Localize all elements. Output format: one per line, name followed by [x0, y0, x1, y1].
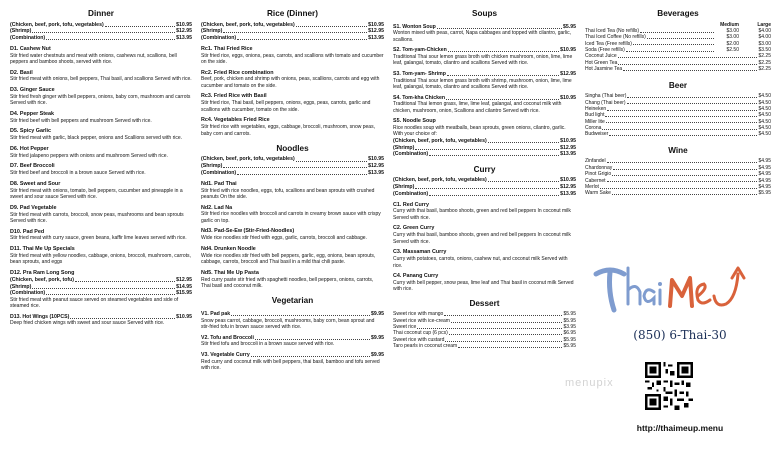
price-amount: $10.95	[176, 21, 192, 28]
price-label: (Chicken, beef, pork, tofu, vegetables)	[10, 21, 104, 28]
price-amount: $10.95	[368, 156, 384, 163]
dish-name: Rc2. Fried Rice combination	[201, 69, 274, 76]
price-amount: $9.95	[371, 334, 384, 341]
dish-nd2	[201, 205, 384, 225]
dish-c4	[393, 273, 576, 293]
dish-name: Nd1. Pad Thai	[201, 180, 237, 187]
dish-name: Nd4. Drunken Noodle	[201, 245, 256, 252]
dish-name: C3. Massaman Curry	[393, 249, 447, 256]
item-label: Chang (Thai beer)	[585, 99, 626, 106]
dish-d13	[10, 314, 192, 327]
dish-desc: Stir fried rice noodles with broccoli and carrots in creamy brown sauce with crispy garlic on top.	[201, 211, 381, 224]
dish-desc: Wonton mixed with peas, carrot, Napa cabbages and topped with cilantro, garlic, scallions.	[393, 30, 572, 43]
item-price: $3.95	[563, 324, 576, 331]
dish-desc: Stir fried water chestnuts and meat with onions, cashews nut, scallions, bell peppers and bamboo shoots, served with rice.	[10, 52, 177, 65]
price-amount: $12.95	[560, 70, 576, 77]
price-amount: $12.95	[560, 144, 576, 151]
price-amount: $13.95	[560, 151, 576, 158]
dish-d3	[10, 87, 192, 107]
dish-rc1	[201, 46, 384, 66]
dish-d10	[10, 229, 192, 242]
price-amount: $13.95	[368, 34, 384, 41]
price-line	[393, 151, 576, 158]
dish-name: S2. Tom-yam-Chicken	[393, 47, 447, 54]
dish-name: D5. Spicy Garlic	[10, 128, 52, 135]
dish-name: D6. Hot Pepper	[10, 145, 49, 152]
item-label: Taro pearls in coconut cream	[393, 343, 458, 350]
price-amount: $13.95	[176, 34, 192, 41]
rice-title: Rice (Dinner)	[267, 9, 318, 18]
price-amount: $15.95	[176, 290, 192, 297]
beverages-column	[585, 6, 771, 197]
dish-desc: Stir fried rice with vegetables, eggs, cabbage, broccoli, mushroom, snow peas, baby corn and carrots.	[201, 124, 375, 137]
item-label: Hot Green Tea	[585, 59, 618, 66]
item-price: $5.95	[563, 336, 576, 343]
price-amount: $10.95	[368, 21, 384, 28]
dish-desc: Stir fried meat with onions, tomato, bell peppers, cucumber and pineapple in a sweet and sour sauce Served with rice.	[10, 187, 183, 201]
dish-desc: Stir fried meat with onions, bell peppers, Thai basil, and scallions Served with rice.	[10, 76, 192, 83]
price-line	[201, 352, 384, 359]
item-price: $5.95	[563, 317, 576, 324]
price-amount: $9.95	[371, 351, 384, 358]
price-amount: $10.95	[560, 47, 576, 54]
price-label: (Combination)	[10, 290, 46, 297]
dish-desc: Deep fried chicken wings with sweet and sour sauce Served with rice.	[10, 320, 165, 327]
dish-name: C2. Green Curry	[393, 225, 435, 232]
item-price: $4.95	[758, 183, 771, 190]
item-price: $4.95	[758, 158, 771, 165]
dish-name: D13. Hot Wings (10PCS)	[10, 313, 70, 320]
medium-price: $2.00	[726, 40, 739, 47]
dish-name: Rc1. Thai Fried Rice	[201, 45, 253, 52]
dish-d1	[10, 46, 192, 66]
vegetarian-title: Vegetarian	[271, 296, 314, 306]
dish-desc: Wide rice noodles stir fried with bell peppers, garlic, egg, onions, bean sprouts, cabbage, carrots, broccoli and Thai basil in a mild thai chili paste.	[201, 252, 376, 266]
dish-nd3	[201, 228, 384, 241]
dish-s2	[393, 47, 576, 66]
price-line	[393, 24, 576, 31]
price-line	[393, 71, 576, 78]
item-label: Budweiser	[585, 131, 609, 138]
price-line	[201, 170, 384, 177]
dish-name: S5. Noodle Soup	[393, 118, 436, 125]
price-amount: $10.95	[560, 177, 576, 184]
dish-desc: Traditional Thai lemon grass, lime, lime leaf, galangal, and coconut milk with chicken, mushroom, onion, Scallions and cilantro Served with rice.	[393, 101, 562, 114]
item-price: $4.50	[758, 125, 771, 132]
soups-title: Soups	[471, 9, 498, 18]
dish-desc: Curry with thai basil, bamboo shoots, green and red bell peppers In coconut milk Served with rice.	[393, 232, 571, 245]
medium-price: $2.50	[726, 47, 739, 54]
dish-desc: Stir fried with rice noodles, eggs, tofu, scallions and bean sprouts with crushed peanuts On the side.	[201, 187, 375, 200]
item-label: Cabernet	[585, 177, 606, 184]
price-amount: $10.95	[560, 137, 576, 144]
dish-name: D3. Ginger Sauce	[10, 87, 55, 94]
price-label: (Combination)	[10, 34, 46, 41]
dish-desc: Stir fried meat with garlic, black pepper, onions and Scallions served with rice.	[10, 135, 183, 142]
item-label: Sweet rice	[393, 324, 417, 331]
dish-c2	[393, 225, 576, 245]
dish-name: Rc4. Vegetables Fried Rice	[201, 117, 270, 124]
medium-price: $3.00	[726, 27, 739, 34]
dish-desc: Stir fried beef with bell peppers and mushroom Served with rice.	[10, 117, 152, 124]
dish-desc: Stir fried rice, Thai basil, bell peppers, onions, eggs, peas, carrots, garlic and scallions with cucumber, tomato on the side.	[201, 100, 371, 113]
item-label: Zinfandel	[585, 158, 606, 165]
price-line	[10, 314, 192, 321]
dish-name: D2. Basil	[10, 69, 33, 76]
soups-curry-column	[393, 6, 576, 350]
item-label: Chardonnay	[585, 164, 613, 171]
price-line	[201, 163, 384, 170]
price-label: (Shrimp)	[10, 28, 32, 35]
dish-name: V2. Tofu and Broccoli	[201, 334, 254, 341]
item-label: Heineken	[585, 105, 607, 112]
drink-item	[585, 66, 771, 72]
dish-desc: Curry with thai basil, bamboo shoots, green and red bell peppers In coconut milk Served with rice.	[393, 208, 571, 221]
dish-name: D4. Pepper Steak	[10, 110, 55, 117]
dish-name: S3. Tom-yam- Shrimp	[393, 70, 446, 77]
item-price: $4.95	[758, 164, 771, 171]
item-label: Sweet rice with custard	[393, 336, 445, 343]
price-label: (Combination)	[393, 151, 429, 158]
dish-desc: Rice noodles soup with meatballs, bean sprouts, green onions, cilantro, garlic.	[393, 125, 566, 132]
dish-name: Rc3. Fried Rice with Basil	[201, 93, 267, 100]
price-line	[201, 22, 384, 29]
dish-desc: Stir fried rice, eggs, onions, peas, carrots, and scallions with tomato and cucumber on the side.	[201, 52, 384, 65]
dinner-column	[10, 6, 192, 327]
price-amount: $12.95	[176, 28, 192, 35]
wine-title: Wine	[668, 145, 688, 155]
price-label: (Chicken, beef, pork, tofu)	[10, 276, 74, 283]
item-price: $6.95	[563, 330, 576, 337]
dessert-item	[393, 343, 576, 349]
thai-me-up-logo	[590, 252, 750, 318]
item-price: $4.50	[758, 118, 771, 125]
dish-d12	[10, 270, 192, 310]
dish-name: C1. Red Curry	[393, 201, 429, 208]
price-line	[10, 35, 192, 42]
dish-name: D8. Sweet and Sour	[10, 180, 61, 187]
item-label: Miller lite	[585, 118, 605, 125]
price-line	[393, 145, 576, 152]
large-price: $4.00	[758, 27, 771, 34]
dish-d2	[10, 70, 192, 83]
large-price: $3.50	[758, 47, 771, 54]
price-amount: $10.95	[560, 94, 576, 101]
item-label: Sweet rice with ice-cream	[393, 317, 450, 324]
dish-name: Nd5. Thai Me Up Pasta	[201, 269, 259, 276]
item-price: $4.50	[758, 99, 771, 106]
price-amount: $14.95	[176, 283, 192, 290]
item-label: Corona	[585, 125, 602, 132]
noodles-title: Noodles	[276, 143, 309, 153]
dish-desc: Red curry and coconut milk with bell peppers, thai basil, bamboo and tofu served with rice.	[201, 358, 380, 372]
price-label: (Combination)	[201, 169, 237, 176]
dish-d5	[10, 128, 192, 141]
dish-name: V3. Vegetable Curry	[201, 351, 250, 358]
price-amount: $12.95	[368, 163, 384, 170]
item-price: $2.25	[758, 53, 771, 60]
dish-rc3	[201, 93, 384, 113]
price-label: (Shrimp)	[201, 28, 223, 35]
dish-name: D1. Cashew Nut	[10, 45, 51, 52]
dish-desc: Traditional Thai sour lemon grass broth with chicken mushroom, onion, lime, lime leaf, galangal, tomato, cilantro and scallions Served with rice.	[393, 53, 573, 67]
dish-name: S4. Tom-kha Chicken	[393, 94, 446, 101]
dish-name: C4. Panang Curry	[393, 273, 439, 280]
dish-name: D10. Pad Ped	[10, 228, 45, 235]
dish-s4	[393, 95, 576, 114]
item-label: Sweet rice with mango	[393, 311, 444, 318]
dish-rc2	[201, 70, 384, 90]
price-line	[393, 95, 576, 102]
item-price: $2.25	[758, 66, 771, 73]
dish-c3	[393, 249, 576, 269]
dish-d9	[10, 205, 192, 225]
item-label: Thai Iced Coffee (No refills)	[585, 34, 646, 41]
item-price: $4.95	[758, 171, 771, 178]
price-label: (Chicken, beef, pork, tofu, vegetables)	[393, 137, 487, 144]
dish-s5	[393, 118, 576, 158]
dish-name: D11. Thai Me Up Specials	[10, 246, 75, 253]
item-label: Merlot	[585, 183, 599, 190]
item-price: $5.95	[563, 343, 576, 350]
price-label: (Chicken, beef, pork, tofu, vegetables)	[201, 156, 295, 163]
price-label: (Shrimp)	[393, 144, 415, 151]
large-price: $4.00	[758, 34, 771, 41]
item-label: Iced Tea (Free refills)	[585, 40, 632, 47]
price-line	[10, 290, 192, 297]
rice-noodles-column	[201, 6, 384, 371]
dish-nd4	[201, 246, 384, 266]
dish-name: D9. Pad Vegetable	[10, 204, 57, 211]
dish-desc: Stir fried meat with curry sauce, green beans, kaffir lime leaves served with rice.	[10, 235, 187, 242]
dish-v1	[201, 311, 384, 330]
price-line	[10, 277, 192, 284]
price-line	[10, 284, 192, 291]
dish-nd5	[201, 270, 384, 290]
price-line	[201, 335, 384, 342]
dish-desc: Curry with bell pepper, snow peas, lime leaf and Thai basil in coconut milk Served with rice.	[393, 280, 574, 293]
dish-v2	[201, 335, 384, 348]
dish-v3	[201, 352, 384, 371]
price-amount: $12.95	[368, 28, 384, 35]
dish-desc: Stir fried meat with carrots, broccoli, snow peas, mushrooms and bean sprouts Served with rice.	[10, 211, 184, 224]
price-amount: $10.95	[176, 313, 192, 320]
dish-name: V1. Pad pak	[201, 311, 231, 318]
item-price: $2.25	[758, 59, 771, 66]
dish-desc: Curry with potatoes, carrots, onions, cashew nut, and coconut milk Served with rice.	[393, 256, 568, 269]
dish-d6	[10, 146, 192, 159]
dish-d7	[10, 163, 192, 176]
dish-name: D7. Beef Broccoli	[10, 163, 55, 170]
item-price: $5.95	[758, 190, 771, 197]
phone-number[interactable]: (850) 6-Thai-30	[633, 328, 727, 342]
dessert-title: Dessert	[469, 298, 500, 308]
price-amount: $9.95	[371, 311, 384, 318]
price-amount: $12.95	[176, 276, 192, 283]
price-line	[201, 35, 384, 42]
item-price: $4.95	[758, 177, 771, 184]
wine-item	[585, 190, 771, 196]
item-price: $4.50	[758, 112, 771, 119]
dish-s3	[393, 71, 576, 90]
dish-choice: With your choice of:	[393, 131, 437, 138]
dish-desc: Red curry paste stir fried with spaghetti noodles, bell peppers, onions, carrots, Thai basil and coconut milk.	[201, 276, 374, 290]
dish-rc4	[201, 117, 384, 137]
dish-name: S1. Wonton Soup	[393, 23, 436, 30]
dish-desc: Stir fried fresh ginger with bell peppers, onions, baby corn, mushroom and carrots Served with rice.	[10, 93, 191, 107]
dish-desc: Wide rice noodles stir fried with eggs, garlic, carrots, broccoli and cabbage.	[201, 235, 367, 242]
beverages-title: Beverages	[657, 9, 699, 18]
curry-title: Curry	[473, 164, 496, 174]
dish-nd1	[201, 181, 384, 201]
price-label: (Combination)	[201, 34, 237, 41]
price-label: (Shrimp)	[393, 184, 415, 190]
dinner-prices	[10, 22, 192, 42]
dish-d4	[10, 111, 192, 124]
dish-d11	[10, 246, 192, 266]
item-label: Bud light	[585, 112, 605, 119]
dish-d8	[10, 181, 192, 201]
item-label: Warm Sake	[585, 190, 611, 197]
item-label: Hot Jasmine Tea	[585, 66, 623, 73]
size-large-label: Large	[757, 21, 771, 28]
item-label: Singha (Thai beer)	[585, 93, 627, 100]
price-label: (Chicken, beef, pork, tofu, vegetables)	[393, 177, 487, 184]
item-label: Soda (Free refills)	[585, 47, 625, 54]
dish-name: D12. Pra Ram Long Song	[10, 269, 75, 276]
dish-name: Nd2. Lad Na	[201, 204, 233, 211]
dish-desc: Stir fried beef and broccoli in a brown sauce Served with rice.	[10, 170, 146, 177]
dish-s1	[393, 24, 576, 43]
website-link[interactable]: http://thaimeup.menu	[636, 423, 724, 433]
dish-desc: Traditional Thai sour lemon grass broth with shrimp, mushroom, onion, lime, lime leaf, galangal, tomato, cilantro and scallions Served with rice.	[393, 77, 572, 90]
price-line	[201, 311, 384, 318]
medium-price: $3.00	[726, 34, 739, 41]
dish-desc: Stir fried meat with yellow noodles, cabbage, onions, broccoli, mushroom, carrots, bean sprouts, and eggs	[10, 252, 191, 266]
price-line	[393, 47, 576, 54]
menupix-watermark: menupix	[565, 377, 614, 389]
price-line	[393, 191, 576, 198]
dish-desc: Beef, pork, chicken and shrimp with onions, peas, scallions, carrots and egg with cucumber and tomato on the side.	[201, 76, 380, 89]
large-price: $3.00	[758, 40, 771, 47]
item-price: $5.95	[563, 311, 576, 318]
dish-desc: Stir fried tofu and broccoli in a brown sauce served with rice.	[201, 341, 335, 348]
price-amount: $5.95	[563, 23, 576, 30]
dish-desc: Snow peas carrot, cabbage, broccoli, mushrooms, baby corn, bean sprout and stir-fried tofu in brown sauce served with rice.	[201, 317, 375, 331]
item-label: Thai Iced Tea (No refills)	[585, 27, 640, 34]
price-line	[393, 184, 576, 191]
price-label: (Combination)	[393, 190, 429, 197]
item-price: $4.50	[758, 105, 771, 112]
price-line	[201, 28, 384, 35]
dish-name: Nd3. Pad-Se-Ew (Stir-Fried-Noodles)	[201, 228, 295, 235]
price-label: (Shrimp)	[10, 283, 32, 290]
item-price: $4.50	[758, 131, 771, 138]
price-amount: $13.95	[560, 190, 576, 197]
price-amount: $12.95	[560, 184, 576, 190]
dish-desc: Stir fried meat with peanut sauce served on steamed vegetables and side of steamed rice.	[10, 296, 179, 310]
price-line	[201, 156, 384, 163]
dish-desc: Stir fried jalapeno peppers with onions and mushroom Served with rice.	[10, 152, 168, 159]
item-label: Coconut Juice	[585, 53, 617, 60]
qr-code-icon	[645, 362, 693, 410]
size-medium-label: Medium	[720, 21, 739, 28]
price-label: (Chicken, beef, pork, tofu, vegetables)	[201, 21, 295, 28]
price-amount: $13.95	[368, 169, 384, 176]
item-label: Pinot Grigio	[585, 171, 612, 178]
price-line	[10, 28, 192, 35]
price-label: (Shrimp)	[201, 163, 223, 170]
price-line	[393, 138, 576, 145]
dinner-title: Dinner	[88, 9, 114, 18]
item-label: Thai coconut cup (6 pcs)	[393, 330, 448, 337]
price-line	[10, 22, 192, 29]
item-price: $4.50	[758, 93, 771, 100]
beer-item	[585, 131, 771, 137]
beer-title: Beer	[668, 80, 688, 90]
dish-c1	[393, 202, 576, 222]
price-line	[393, 177, 576, 184]
